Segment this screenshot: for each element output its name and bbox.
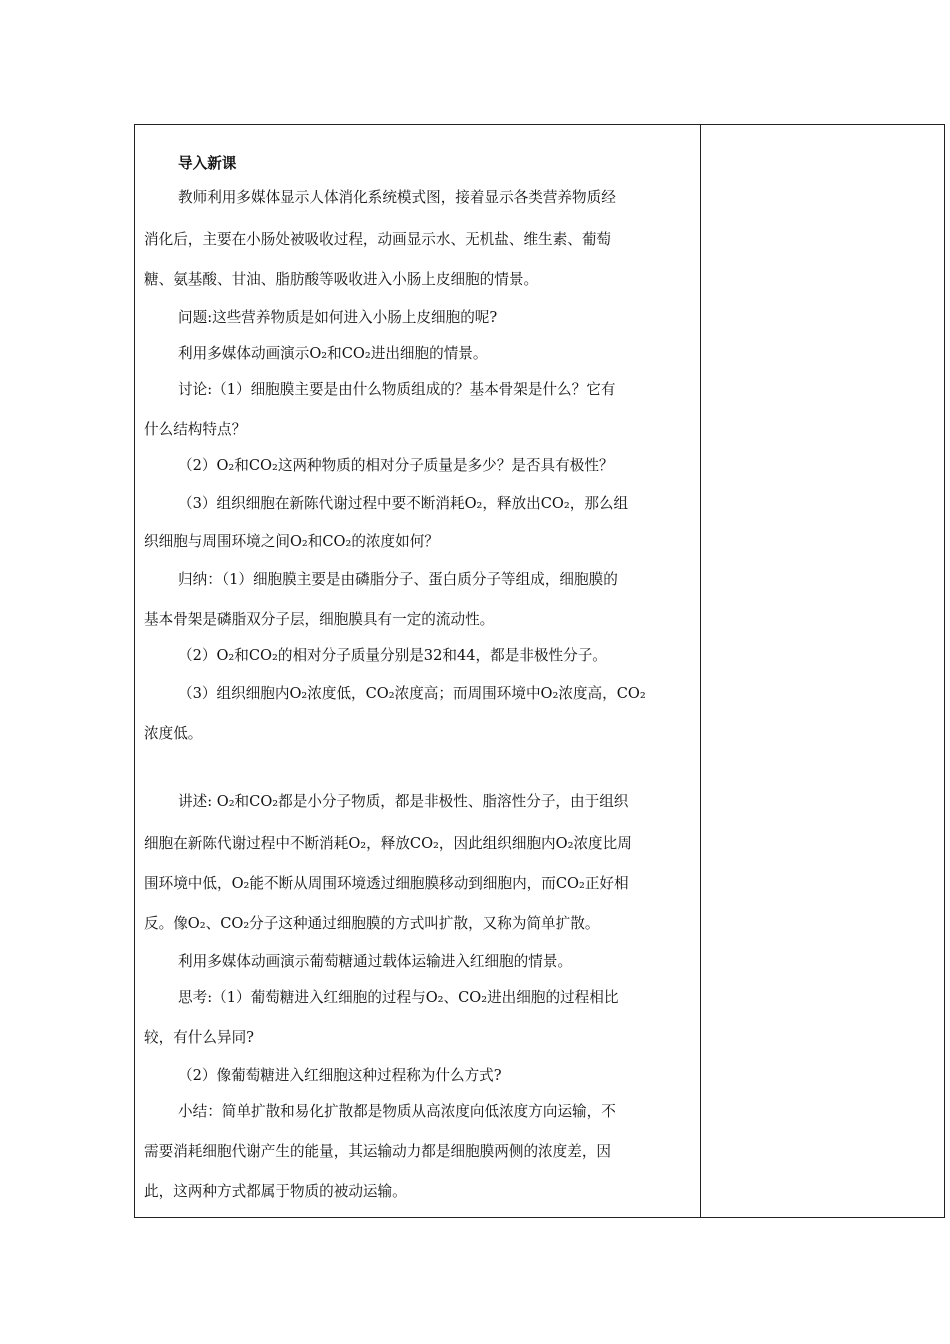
text-line: 浓度低。 [144, 725, 203, 742]
text-line: 细胞在新陈代谢过程中不断消耗O₂，释放CO₂，因此组织细胞内O₂浓度比周 [144, 835, 632, 852]
text-line: （3）组织细胞内O₂浓度低，CO₂浓度高；而周围环境中O₂浓度高，CO₂ [178, 685, 646, 702]
text-line: 教师利用多媒体显示人体消化系统模式图，接着显示各类营养物质经 [178, 189, 616, 206]
text-line: 利用多媒体动画演示O₂和CO₂进出细胞的情景。 [178, 345, 488, 362]
text-line: 需要消耗细胞代谢产生的能量，其运输动力都是细胞膜两侧的浓度差，因 [144, 1143, 612, 1160]
column-divider [700, 124, 701, 1218]
text-line: 此，这两种方式都属于物质的被动运输。 [144, 1183, 407, 1200]
text-line: 反。像O₂、CO₂分子这种通过细胞膜的方式叫扩散，又称为简单扩散。 [144, 915, 600, 932]
text-line: 较，有什么异同? [144, 1029, 254, 1046]
text-line: 围环境中低，O₂能不断从周围环境透过细胞膜移动到细胞内，而CO₂正好相 [144, 875, 629, 892]
text-line: （2）像葡萄糖进入红细胞这种过程称为什么方式? [178, 1067, 502, 1084]
text-line: 小结：简单扩散和易化扩散都是物质从高浓度向低浓度方向运输，不 [178, 1103, 616, 1120]
text-line: 基本骨架是磷脂双分子层，细胞膜具有一定的流动性。 [144, 611, 495, 628]
text-line: 思考:（1）葡萄糖进入红细胞的过程与O₂、CO₂进出细胞的过程相比 [178, 989, 619, 1006]
text-line: 讨论:（1）细胞膜主要是由什么物质组成的？基本骨架是什么？它有 [178, 381, 616, 398]
text-line: 织细胞与周围环境之间O₂和CO₂的浓度如何？ [144, 533, 439, 550]
text-line: 讲述: O₂和CO₂都是小分子物质，都是非极性、脂溶性分子，由于组织 [178, 793, 629, 810]
text-line: （3）组织细胞在新陈代谢过程中要不断消耗O₂，释放出CO₂，那么组 [178, 495, 629, 512]
section-title: 导入新课 [178, 155, 237, 172]
text-line: 问题:这些营养物质是如何进入小肠上皮细胞的呢? [178, 309, 498, 326]
text-line: 消化后，主要在小肠处被吸收过程，动画显示水、无机盐、维生素、葡萄 [144, 231, 612, 248]
text-line: （2）O₂和CO₂这两种物质的相对分子质量是多少？是否具有极性？ [178, 457, 614, 474]
text-line: 糖、氨基酸、甘油、脂肪酸等吸收进入小肠上皮细胞的情景。 [144, 271, 539, 288]
text-line: 什么结构特点？ [144, 421, 247, 438]
text-line: 归纳：（1）细胞膜主要是由磷脂分子、蛋白质分子等组成，细胞膜的 [178, 571, 618, 588]
text-line: （2）O₂和CO₂的相对分子质量分别是32和44，都是非极性分子。 [178, 647, 607, 664]
text-line: 利用多媒体动画演示葡萄糖通过载体运输进入红细胞的情景。 [178, 953, 573, 970]
